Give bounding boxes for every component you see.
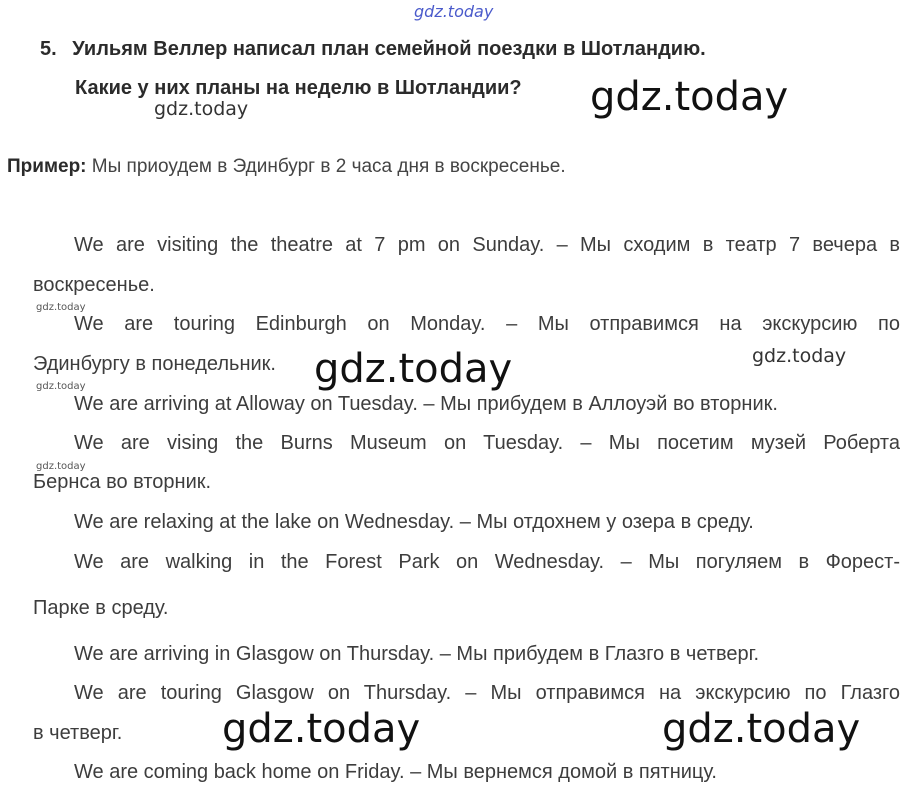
answer-4: We are vising the Burns Museum on Tuesday. – Мы посетим музей Роберта: [74, 432, 900, 454]
answer-8-cont: в четверг.: [33, 722, 123, 744]
watermark: gdz.today: [662, 706, 861, 752]
watermark: gdz.today: [36, 381, 86, 392]
answer-line: [74, 313, 900, 336]
example-label: Пример:: [7, 156, 87, 177]
watermark: gdz.today: [36, 302, 86, 313]
answer-2-cont: Эдинбургу в понедельник.: [33, 353, 276, 375]
answer-line: [74, 234, 900, 257]
watermark-top: gdz.today: [414, 2, 494, 21]
watermark: gdz.today: [222, 706, 421, 752]
answer-2: We are touring Edinburgh on Monday. – Мы отправимся на экскурсию по: [74, 313, 900, 335]
answer-4-cont: Бернса во вторник.: [33, 471, 212, 493]
task-line-2: Какие у них планы на неделю в Шотландии?: [75, 77, 522, 99]
task-line-1: Уильям Веллер написал план семейной поездки в Шотландию.: [72, 38, 706, 60]
answer-line: [74, 432, 900, 455]
answer-6-cont: Парке в среду.: [33, 597, 169, 619]
watermark: gdz.today: [752, 345, 847, 367]
answer-3: We are arriving at Alloway on Tuesday. – Мы прибудем в Аллоуэй во вторник.: [74, 393, 778, 415]
watermark: gdz.today: [36, 461, 86, 472]
answer-1: We are visiting the theatre at 7 pm on Sunday. – Мы сходим в театр 7 вечера в: [74, 234, 900, 256]
answer-7: We are arriving in Glasgow on Thursday. – Мы прибудем в Глазго в четверг.: [74, 643, 760, 665]
answer-8: We are touring Glasgow on Thursday. – Мы отправимся на экскурсию по Глазго: [74, 682, 900, 704]
watermark: gdz.today: [314, 346, 513, 392]
answer-6: We are walking in the Forest Park on Wednesday. – Мы погуляем в Форест-: [74, 551, 900, 573]
task-heading: [40, 38, 706, 61]
example-text: Мы приоудем в Эдинбург в 2 часа дня в воскресенье.: [91, 156, 566, 177]
answer-5: We are relaxing at the lake on Wednesday. – Мы отдохнем у озера в среду.: [74, 511, 754, 533]
example: [7, 156, 566, 178]
answer-1-cont: воскресенье.: [33, 274, 155, 296]
task-number: 5.: [40, 38, 57, 60]
watermark: gdz.today: [590, 74, 789, 120]
answer-line: [74, 682, 900, 705]
answer-9: We are coming back home on Friday. – Мы вернемся домой в пятницу.: [74, 761, 717, 783]
watermark: gdz.today: [154, 98, 249, 120]
answer-line: [74, 551, 900, 574]
